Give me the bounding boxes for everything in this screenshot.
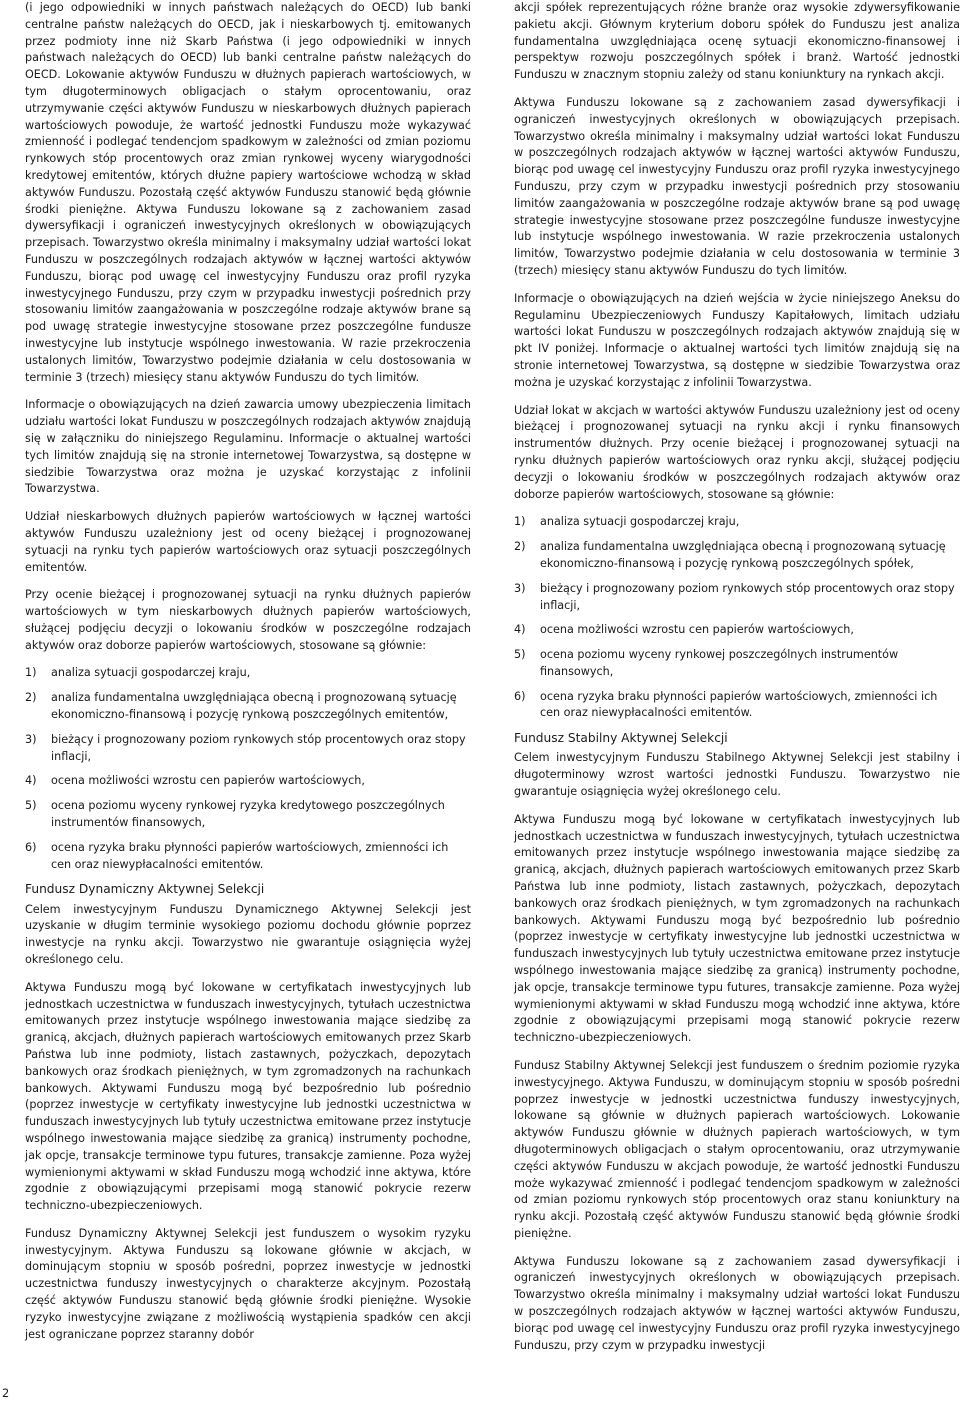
left-column	[25, 0, 471, 1354]
list-number: 4)	[514, 623, 526, 637]
list-text: analiza fundamentalna uwzględniająca obecną i prognozowaną sytuację ekonomiczno-finansową i pozycję rynkową poszczególnych spółek,	[540, 540, 946, 570]
list-number: 5)	[25, 799, 37, 813]
list-number: 2)	[514, 540, 526, 554]
list-text: ocena możliwości wzrostu cen papierów wartościowych,	[540, 623, 854, 637]
list-text: bieżący i prognozowany poziom rynkowych stóp procentowych oraz stopy inflacji,	[540, 581, 955, 612]
paragraph: Celem inwestycyjnym Funduszu Stabilnego Aktywnej Selekcji jest stabilny i długoterminowy wzrost wartości jednostki Funduszu. Towarzystwo nie gwarantuje osiągnięcia wyżej określonego celu.	[514, 751, 960, 798]
numbered-list	[25, 665, 471, 873]
page-number: 2	[2, 1386, 10, 1400]
list-text: analiza sytuacji gospodarczej kraju,	[540, 515, 740, 529]
paragraph: Udział nieskarbowych dłużnych papierów wartościowych w łącznej wartości aktywów Funduszu uzależniony jest od oceny bieżącej i prognozowanej sytuacji na rynku tych papierów wartościowych oraz sytuacji poszczególnych emitentów.	[25, 510, 471, 574]
list-text: analiza fundamentalna uwzględniająca obecną i prognozowaną sytuację ekonomiczno-finansową i pozycję rynkową poszczególnych emitentów,	[51, 691, 457, 722]
list-text: ocena ryzyka braku płynności papierów wartościowych, zmienności ich cen oraz niewypłacalności emitentów.	[51, 840, 449, 871]
list-number: 6)	[514, 689, 526, 703]
list-item	[25, 665, 471, 682]
list-text: ocena poziomu wyceny rynkowej ryzyka kredytowego poszczególnych instrumentów finansowych,	[51, 799, 445, 830]
list-number: 5)	[514, 648, 526, 662]
list-text: ocena możliwości wzrostu cen papierów wartościowych,	[51, 774, 365, 788]
numbered-list	[514, 514, 960, 722]
list-item	[25, 840, 471, 874]
paragraph: Informacje o obowiązujących na dzień wejścia w życie niniejszego Aneksu do Regulaminu Ubezpieczeniowych Funduszy Kapitałowych, limitach udziału wartości lokat Funduszu w poszczególnych rodzajach aktywów znajdują się w pkt IV poniżej. Informacje o aktualnej wartości tych limitów znajdują się na stronie internetowej Towarzystwa, są dostępne w siedzibie Towarzystwa oraz można je uzyskać korzystając z infolinii Towarzystwa.	[514, 291, 960, 389]
list-number: 1)	[25, 666, 37, 680]
right-column	[514, 0, 960, 1365]
list-item	[514, 539, 960, 573]
list-item	[514, 622, 960, 639]
paragraph: Aktywa Funduszu mogą być lokowane w certyfikatach inwestycyjnych lub jednostkach uczestnictwa w funduszach inwestycyjnych, tytułach uczestnictwa emitowanych przez instytucje wspólnego inwestowania mające siedzibę za granicą, akcjach, dłużnych papierach wartościowych emitowanych przez Skarb Państwa lub inne podmioty, listach zastawnych, pożyczkach, depozytach bankowych oraz środkach pieniężnych, w tym zgromadzonych na rachunkach bankowych. Aktywami Funduszu mogą być bezpośrednio lub pośrednio (poprzez inwestycje w certyfikaty inwestycyjne lub jednostki uczestnictwa w funduszach inwestycyjnych lub tytuły uczestnictwa emitowane przez instytucje wspólnego inwestowania mające siedzibę za granicą) instrumenty pochodne, jak opcje, transakcje terminowe typu futures, transakcje zamienne. Poza wyżej wymienionymi aktywami w skład Funduszu mogą wchodzić inne aktywa, które zgodnie z obowiązującymi przepisami mogą stanowić pokrycie rezerw techniczno-ubezpieczeniowych.	[25, 980, 471, 1213]
list-number: 2)	[25, 691, 37, 705]
list-item	[514, 647, 960, 681]
list-text: bieżący i prognozowany poziom rynkowych stóp procentowych oraz stopy inflacji,	[51, 732, 466, 763]
paragraph: Udział lokat w akcjach w wartości aktywów Funduszu uzależniony jest od oceny bieżącej i prognozowanej sytuacji na rynku akcji i rynku finansowych instrumentów dłużnych. Przy ocenie bieżącej i prognozowanej sytuacji na rynku dłużnych papierów wartościowych oraz rynku akcji, służącej podjęciu decyzji o lokowaniu środków w poszczególnych rodzajach aktywów oraz doborze papierów wartościowych, stosowane są głównie:	[514, 403, 960, 501]
paragraph: Fundusz Stabilny Aktywnej Selekcji jest funduszem o średnim poziomie ryzyka inwestycyjnego. Aktywa Funduszu, w dominującym stopniu w sposób pośredni poprzez inwestycje w jednostki uczestnictwa funduszy inwestycyjnych, lokowane są głównie w dłużnych papierach wartościowych. Lokowanie aktywów Funduszu głównie w dłużnych papierach wartościowych, w tym długoterminowych obligacjach o stałym oprocentowaniu, oraz utrzymywanie części aktywów Funduszu w akcjach powoduje, że wartość jednostki Funduszu może wykazywać zmienność i podlegać tendencjom spadkowym w zależności od zmian poziomu rynkowych stóp procentowych oraz stanu koniunktury na rynku akcji. Pozostałą część aktywów Funduszu stanowić będą głównie środki pieniężne.	[514, 1058, 960, 1240]
paragraph: Przy ocenie bieżącej i prognozowanej sytuacji na rynku dłużnych papierów wartościowych w tym nieskarbowych dłużnych papierów wartościowych, służącej podjęciu decyzji o lokowaniu środków w poszczególne rodzajach aktywów oraz doborze papierów wartościowych, stosowane są głównie:	[25, 588, 471, 652]
list-text: ocena poziomu wyceny rynkowej poszczególnych instrumentów finansowych,	[540, 648, 899, 678]
paragraph: Aktywa Funduszu mogą być lokowane w certyfikatach inwestycyjnych lub jednostkach uczestnictwa w funduszach inwestycyjnych, tytułach uczestnictwa emitowanych przez instytucje wspólnego inwestowania mające siedzibę za granicą, akcjach, dłużnych papierach wartościowych emitowanych przez Skarb Państwa lub inne podmioty, listach zastawnych, pożyczkach, depozytach bankowych oraz środkach pieniężnych, w tym zgromadzonych na rachunkach bankowych. Aktywami Funduszu mogą być bezpośrednio lub pośrednio (poprzez inwestycje w certyfikaty inwestycyjne lub jednostki uczestnictwa w funduszach inwestycyjnych lub tytuły uczestnictwa emitowane przez instytucje wspólnego inwestowania mające siedzibę za granicą) instrumenty pochodne, jak opcje, transakcje terminowe typu futures, transakcje zamienne. Poza wyżej wymienionymi aktywami w skład Funduszu mogą wchodzić inne aktywa, które zgodnie z obowiązującymi przepisami mogą stanowić pokrycie rezerw techniczno-ubezpieczeniowych.	[514, 812, 960, 1045]
list-item	[514, 581, 960, 615]
list-item	[514, 689, 960, 723]
section-heading: Fundusz Stabilny Aktywnej Selekcji	[514, 731, 728, 746]
list-number: 6)	[25, 840, 37, 854]
list-item	[25, 773, 471, 790]
list-number: 3)	[25, 732, 37, 746]
section-heading: Fundusz Dynamiczny Aktywnej Selekcji	[25, 882, 265, 897]
list-item	[25, 690, 471, 724]
list-item	[25, 732, 471, 766]
list-item	[25, 798, 471, 832]
list-number: 1)	[514, 515, 526, 529]
paragraph: Informacje o obowiązujących na dzień zawarcia umowy ubezpieczenia limitach udziału wartości lokat Funduszu w poszczególnych rodzajach aktywów znajdują się w załączniku do niniejszego Regulaminu. Informacje o aktualnej wartości tych limitów znajdują się na stronie internetowej Towarzystwa, są dostępne w siedzibie Towarzystwa oraz można je uzyskać korzystając z infolinii Towarzystwa.	[25, 398, 471, 496]
list-number: 3)	[514, 581, 526, 595]
list-item	[514, 514, 960, 531]
paragraph: Aktywa Funduszu lokowane są z zachowaniem zasad dywersyfikacji i ograniczeń inwestycyjnych określonych w obowiązujących przepisach. Towarzystwo określa minimalny i maksymalny udział wartości lokat Funduszu w poszczególnych rodzajach aktywów w łącznej wartości aktywów Funduszu, biorąc pod uwagę cel inwestycyjny Funduszu oraz profil ryzyka inwestycyjnego Funduszu, przy czym w przypadku inwestycji	[514, 1254, 960, 1352]
list-text: ocena ryzyka braku płynności papierów wartościowych, zmienności ich cen oraz niewypłacalności emitentów.	[540, 689, 938, 720]
paragraph: Fundusz Dynamiczny Aktywnej Selekcji jest funduszem o wysokim ryzyku inwestycyjnym. Aktywa Funduszu są lokowane głównie w akcjach, w dominującym stopniu w sposób pośredni, poprzez inwestycje w jednostki uczestnictwa funduszy inwestycyjnych o charakterze akcyjnym. Pozostałą część aktywów Funduszu stanowić będą głównie środki pieniężne. Wysokie ryzyko inwestycyjne związane z możliwością wystąpienia spadków cen akcji jest ograniczane poprzez staranny dobór	[25, 1226, 471, 1341]
paragraph: Aktywa Funduszu lokowane są z zachowaniem zasad dywersyfikacji i ograniczeń inwestycyjnych określonych w obowiązujących przepisach. Towarzystwo określa minimalny i maksymalny udział wartości lokat Funduszu w poszczególnych rodzajach aktywów w łącznej wartości aktywów Funduszu, biorąc pod uwagę cel inwestycyjny Funduszu oraz profil ryzyka inwestycyjnego Funduszu, przy czym w przypadku inwestycji pośrednich przy stosowaniu limitów zaangażowania w poszczególne rodzaje aktywów brane są pod uwagę strategie inwestycyjne stosowane przez poszczególne fundusze inwestycyjne lub instytucje wspólnego inwestowania. W razie przekroczenia ustalonych limitów, Towarzystwo podejmie działania w celu dostosowania w terminie 3 (trzech) miesięcy stanu aktywów Funduszu do tych limitów.	[514, 95, 960, 277]
paragraph: Celem inwestycyjnym Funduszu Dynamicznego Aktywnej Selekcji jest uzyskanie w długim terminie wysokiego poziomu dochodu głównie poprzez inwestycje na rynku akcji. Towarzystwo nie gwarantuje osiągnięcia wyżej określonego celu.	[25, 902, 471, 966]
paragraph: akcji spółek reprezentujących różne branże oraz wysokie zdywersyfikowanie pakietu akcji. Głównym kryterium doboru spółek do Funduszu jest analiza fundamentalna uwzględniająca ocenę sytuacji ekonomiczno-finansowej i perspektyw rozwoju poszczególnych spółek i branż. Wartość jednostki Funduszu w znacznym stopniu zależy od stanu koniunktury na rynkach akcji.	[514, 1, 960, 82]
list-text: analiza sytuacji gospodarczej kraju,	[51, 666, 251, 680]
list-number: 4)	[25, 774, 37, 788]
paragraph: (i jego odpowiedniki w innych państwach należących do OECD) lub banki centralne państw należących do OECD, jak i nieskarbowych tj. emitowanych przez podmioty inne niż Skarb Państwa (i jego odpowiedniki w innych państwach należących do OECD) lub banki centralne państw należących do OECD. Lokowanie aktywów Funduszu w dłużnych papierach wartościowych, w tym długoterminowych obligacjach o stałym oprocentowaniu, oraz utrzymywanie części aktywów Funduszu w nieskarbowych dłużnych papierach wartościowych powoduje, że wartość jednostki Funduszu może wykazywać zmienność i podlegać tendencjom spadkowym w zależności od zmian poziomu rynkowych stóp procentowych oraz zmian rynkowej wyceny wiarygodności kredytowej emitentów, których dłużne papiery wartościowe wchodzą w skład aktywów Funduszu. Pozostałą część aktywów Funduszu stanowić będą głównie środki pieniężne. Aktywa Funduszu lokowane są z zachowaniem zasad dywersyfikacji i ograniczeń inwestycyjnych określonych w obowiązujących przepisach. Towarzystwo określa minimalny i maksymalny udział wartości lokat Funduszu w poszczególnych rodzajach aktywów w łącznej wartości aktywów Funduszu, biorąc pod uwagę cel inwestycyjny Funduszu oraz profil ryzyka inwestycyjnego Funduszu, przy czym w przypadku inwestycji pośrednich przy stosowaniu limitów zaangażowania w poszczególne rodzaje aktywów brane są pod uwagę strategie inwestycyjne stosowane przez poszczególne fundusze inwestycyjne lub instytucje wspólnego inwestowania. W razie przekroczenia ustalonych limitów, Towarzystwo podejmie działania w celu dostosowania w terminie 3 (trzech) miesięcy stanu aktywów Funduszu do tych limitów.	[25, 1, 471, 384]
